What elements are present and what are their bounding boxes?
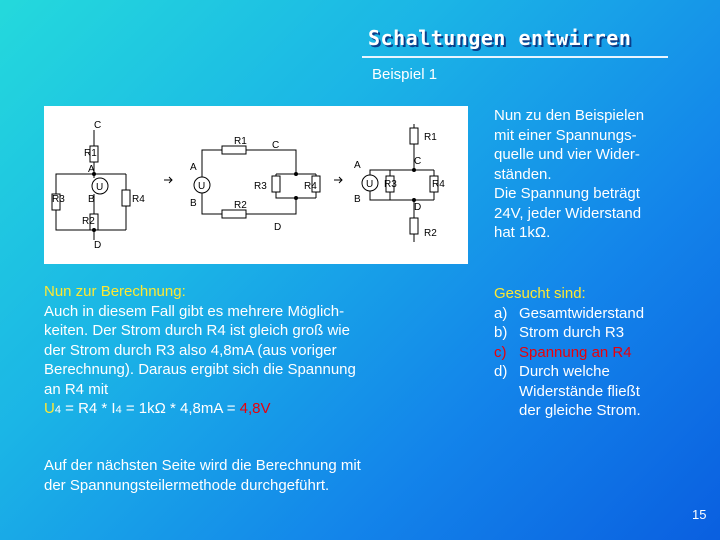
page-number: 15 — [692, 507, 707, 522]
label-a-3: A — [354, 160, 361, 171]
page-subtitle: Beispiel 1 — [372, 66, 438, 83]
label-r4-2: R4 — [304, 181, 317, 192]
label-a-1: A — [88, 164, 95, 175]
list-item — [494, 323, 704, 343]
label-r2-3: R2 — [424, 228, 437, 239]
page-title: Schaltungen entwirren — [368, 26, 632, 50]
label-r2-1: R2 — [82, 216, 95, 227]
calculation-text — [44, 282, 444, 421]
list-item-continuation — [494, 401, 704, 421]
list-text: der gleiche Strom. — [519, 402, 641, 419]
list-item — [494, 304, 704, 324]
formula-mid: = R4 * I — [60, 400, 116, 417]
list-item — [494, 343, 704, 363]
label-r1-2: R1 — [234, 136, 247, 147]
intro-text — [494, 106, 694, 243]
label-r3-1: R3 — [52, 194, 65, 205]
intro-line: Nun zu den Beispielen — [494, 107, 645, 124]
footer-text — [44, 456, 444, 495]
formula-rest: = 1kΩ * 4,8mA = — [121, 400, 240, 417]
label-b-3: B — [354, 194, 361, 205]
formula-sub: 4 — [54, 404, 61, 416]
formula-u: U — [44, 400, 55, 417]
label-a-2: A — [190, 162, 197, 173]
label-b-2: B — [190, 198, 197, 209]
calc-line: keiten. Der Strom durch R4 ist gleich groß wie — [44, 322, 350, 339]
label-r3-3: R3 — [384, 179, 397, 190]
calc-line: Berechnung). Daraus ergibt sich die Spannung — [44, 361, 356, 378]
intro-line: Die Spannung beträgt — [494, 185, 640, 202]
circuit-diagram — [44, 106, 468, 264]
label-c-3: C — [414, 156, 422, 167]
label-c-1: C — [94, 120, 102, 131]
calc-line: Auch in diesem Fall gibt es mehrere Möglich- — [44, 302, 345, 320]
intro-line: ständen. — [494, 165, 552, 183]
list-text: Strom durch R3 — [519, 324, 625, 341]
sought-list — [494, 284, 704, 421]
label-u-3: U — [366, 179, 374, 190]
intro-line: hat 1kΩ. — [494, 224, 551, 241]
calculation-heading: Nun zur Berechnung: — [44, 283, 186, 300]
calc-formula — [44, 399, 444, 421]
calc-line: der Strom durch R3 also 4,8mA (aus voriger — [44, 341, 337, 359]
formula-result: 4,8V — [239, 400, 271, 417]
label-r4-1: R4 — [132, 194, 145, 205]
list-marker: c) — [494, 343, 507, 361]
list-text: Durch welche — [519, 363, 610, 380]
intro-line: quelle und vier Wider- — [494, 146, 640, 163]
label-u-1: U — [96, 182, 104, 193]
label-d-1: D — [94, 240, 102, 251]
list-item-continuation — [494, 382, 704, 402]
circuit-diagram-svg — [44, 106, 468, 264]
list-marker: b) — [494, 324, 508, 341]
label-r4-3: R4 — [432, 179, 445, 190]
list-marker: d) — [494, 363, 508, 380]
list-marker: a) — [494, 304, 508, 322]
label-r3-2: R3 — [254, 181, 267, 192]
label-c-2: C — [272, 140, 280, 151]
list-item — [494, 362, 704, 382]
label-u-2: U — [198, 181, 206, 192]
title-underline — [362, 56, 668, 58]
label-r2-2: R2 — [234, 200, 247, 211]
intro-line: 24V, jeder Widerstand — [494, 204, 642, 222]
sought-heading: Gesucht sind: — [494, 285, 586, 302]
label-r1-3: R1 — [424, 132, 437, 143]
calc-line: an R4 mit — [44, 380, 109, 398]
footer-line: Auf der nächsten Seite wird die Berechnung mit — [44, 457, 361, 474]
label-b-1: B — [88, 194, 95, 205]
label-r1-1: R1 — [84, 148, 97, 159]
list-text: Spannung an R4 — [519, 343, 632, 361]
label-d-3: D — [414, 202, 422, 213]
list-text: Gesamtwiderstand — [519, 304, 645, 322]
list-text: Widerstände fließt — [519, 382, 640, 400]
intro-line: mit einer Spannungs- — [494, 126, 637, 144]
footer-line: der Spannungsteilermethode durchgeführt. — [44, 476, 330, 494]
formula-sub2: 4 — [115, 404, 122, 416]
label-d-2: D — [274, 222, 282, 233]
